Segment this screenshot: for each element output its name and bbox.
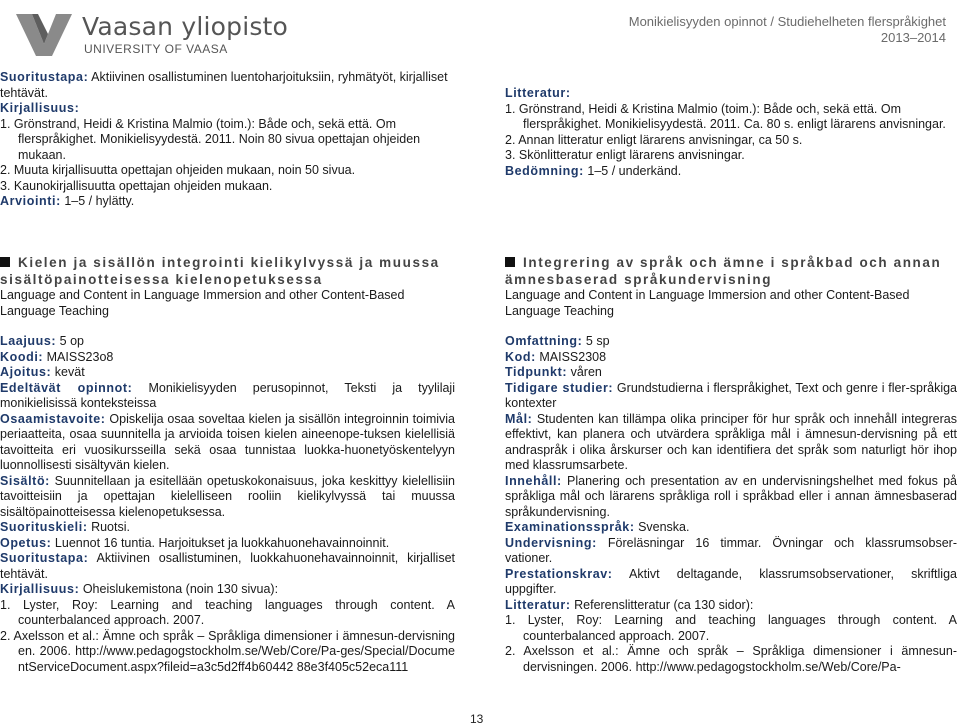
list-item: 3. Skönlitteratur enligt lärarens anvisningar. xyxy=(505,148,745,162)
value-osaamistavoite: Opiskelija osaa soveltaa kielen ja sisällön integroinnin toimivia periaatteita, osaa suunnitella ja arvioida toisen kielen aineenope-tuksen kielellisiä tavoitteita eri vuosikursseilla sekä osaa tunnistaa luokka-huonetyöskentelyyn luonnollisesti sisältyvän kielen. xyxy=(0,411,455,472)
label-sisalto: Sisältö: xyxy=(0,473,50,488)
label-tidpunkt: Tidpunkt: xyxy=(505,365,568,379)
value-tidpunkt: våren xyxy=(567,365,602,379)
label-examinationssprak: Examinationsspråk: xyxy=(505,520,635,534)
doc-year: 2013–2014 xyxy=(880,30,946,45)
label-arviointi: Arviointi: xyxy=(0,194,61,208)
label-suoritustapa: Suoritustapa: xyxy=(0,551,89,565)
value-prestationskrav: Aktivt deltagande, klassrumsobservationer, skriftliga uppgifter. xyxy=(505,566,957,596)
value-tidigare: Grundstudierna i flerspråkighet, Text och genre i fler-språkiga kontexter xyxy=(505,380,958,410)
value-examinationssprak: Svenska. xyxy=(634,520,690,534)
list-item: 2. Axelsson et al.: Ämne och språk – Språkliga dimensioner i ämnesun-dervisningen. 2006. http://www.pedagogstockholm.se/Web/Core/Pa- xyxy=(505,644,957,674)
list-item: 2. Annan litteratur enligt lärarens anvisningar, ca 50 s. xyxy=(505,132,803,147)
bullet-square-icon xyxy=(505,257,515,267)
course-title: Integrering av språk och ämne i språkbad och annan ämnesbaserad språkundervisning xyxy=(505,255,942,287)
literature-list xyxy=(0,117,455,195)
label-omfattning: Omfattning: xyxy=(505,334,583,348)
list-item: 1. Lyster, Roy: Learning and teaching languages through content. A counterbalanced approach. 2007. xyxy=(0,597,455,627)
value-undervisning: Föreläsningar 16 timmar. Övningar och klassrumsobser-vationer. xyxy=(505,535,957,565)
value-laajuus: 5 op xyxy=(56,334,85,348)
label-laajuus: Laajuus: xyxy=(0,334,57,348)
value-kirjallisuus: Oheislukemistona (noin 130 sivua): xyxy=(79,582,279,596)
label-tidigare: Tidigare studier: xyxy=(505,380,614,395)
label-osaamistavoite: Osaamistavoite: xyxy=(0,411,106,426)
value-innehall: Planering och presentation av en undervisningshelhet med fokus på språkliga mål och lärarens språkliga roll i språkbad eller i annan ämnesbaserad språkundervisning. xyxy=(505,473,957,519)
logo-subtitle: UNIVERSITY OF VAASA xyxy=(84,42,228,56)
label-litteratur: Litteratur: xyxy=(505,86,571,100)
list-item: 2. Axelsson et al.: Ämne och språk – Språkliga dimensioner i ämnesun-dervisningen. 2006. http://www.pedagogstockholm.se/Web/Core/Pa-ges/Special/DocumentServiceDocument.aspx?fileid=a3c5d2ff4b60442 88e3f405c52eca111 xyxy=(0,628,455,674)
label-suoritustapa: Suoritustapa: xyxy=(0,70,89,84)
value-kod: MAISS2308 xyxy=(535,349,607,364)
value-edeltavat: Monikielisyyden perusopinnot, Teksti ja tyylilaji monikielisissä konteksteissa xyxy=(0,380,455,410)
running-header xyxy=(629,14,946,46)
text-suoritustapa: Aktiivinen osallistuminen luentoharjoituksiin, ryhmätyöt, kirjalliset tehtävät. xyxy=(0,70,448,100)
reference-list xyxy=(0,598,455,676)
literature-list xyxy=(505,102,957,164)
list-item: 1. Grönstrand, Heidi & Kristina Malmio (toim.): Både och, sekä että. Om flerspråkighet. Monikielisyydestä. 2011. Ca. 80 s. enligt lärarens anvisningar. xyxy=(505,101,946,131)
text-bedomning: 1–5 / underkänd. xyxy=(583,163,682,178)
label-kod: Kod: xyxy=(505,349,536,364)
list-item: 2. Muuta kirjallisuutta opettajan ohjeiden mukaan, noin 50 sivua. xyxy=(0,163,356,177)
course-title: Kielen ja sisällön integrointi kielikylvyssä ja muussa sisältöpainotteisessa kielenopetuksessa xyxy=(0,255,440,287)
value-mal: Studenten kan tillämpa olika principer för hur språk och innehåll integreras effektivt, kan planera och utvärdera språkliga mål i ämnesun-dervisning på ett andraspråk i olika årskurser och kan identifiera det språk som naturligt hör ihop med klassrumsarbete. xyxy=(505,411,957,472)
left-top-block xyxy=(0,70,455,210)
right-course-block xyxy=(505,254,957,675)
list-item: 1. Lyster, Roy: Learning and teaching languages through content. A counterbalanced approach. 2007. xyxy=(505,613,957,643)
list-item: 3. Kaunokirjallisuutta opettajan ohjeiden mukaan. xyxy=(0,178,273,193)
course-subtitle: Language and Content in Language Immersion and other Content-Based Language Teaching xyxy=(0,288,405,318)
right-top-block xyxy=(505,86,957,179)
course-subtitle: Language and Content in Language Immersion and other Content-Based Language Teaching xyxy=(505,288,910,318)
value-opetus: Luennot 16 tuntia. Harjoitukset ja luokkahuonehavainnoinnit. xyxy=(51,535,390,550)
label-edeltavat: Edeltävät opinnot: xyxy=(0,380,133,395)
value-suorituskieli: Ruotsi. xyxy=(87,520,130,534)
label-ajoitus: Ajoitus: xyxy=(0,365,52,379)
label-kirjallisuus: Kirjallisuus: xyxy=(0,582,80,596)
label-suorituskieli: Suorituskieli: xyxy=(0,520,88,534)
label-innehall: Innehåll: xyxy=(505,473,562,488)
label-bedomning: Bedömning: xyxy=(505,163,584,178)
value-ajoitus: kevät xyxy=(51,365,85,379)
text-arviointi: 1–5 / hylätty. xyxy=(60,194,135,208)
left-course-block xyxy=(0,254,455,675)
bullet-square-icon xyxy=(0,257,10,267)
label-prestationskrav: Prestationskrav: xyxy=(505,566,613,581)
list-item: 1. Grönstrand, Heidi & Kristina Malmio (toim.): Både och, sekä että. Om flerspråkighet. Monikielisyydestä. 2011. Noin 80 sivua opettajan ohjeiden mukaan. xyxy=(0,116,421,162)
logo-name: Vaasan yliopisto xyxy=(82,12,289,41)
logo-mark-icon xyxy=(12,10,76,58)
value-litteratur: Referenslitteratur (ca 130 sidor): xyxy=(570,597,754,612)
label-opetus: Opetus: xyxy=(0,535,52,550)
value-omfattning: 5 sp xyxy=(582,334,610,348)
label-koodi: Koodi: xyxy=(0,349,44,364)
reference-list xyxy=(505,613,957,675)
value-sisalto: Suunnitellaan ja esitellään opetuskokonaisuus, joka keskittyy kielellisiin tavoitteisiin ja opettajan kielelliseen rooliin kielikylvyssä tai muussa sisältöpainotteisessa kielenopetuksessa. xyxy=(0,473,455,519)
doc-title: Monikielisyyden opinnot / Studiehelheten flerspråkighet xyxy=(628,14,946,29)
label-mal: Mål: xyxy=(505,411,533,426)
label-litteratur: Litteratur: xyxy=(505,597,571,612)
value-koodi: MAISS23o8 xyxy=(43,349,114,364)
label-kirjallisuus: Kirjallisuus: xyxy=(0,101,80,115)
label-undervisning: Undervisning: xyxy=(505,535,597,550)
value-suoritustapa: Aktiivinen osallistuminen, luokkahuonehavainnoinnit, kirjalliset tehtävät. xyxy=(0,551,455,581)
page-number: 13 xyxy=(470,712,484,726)
